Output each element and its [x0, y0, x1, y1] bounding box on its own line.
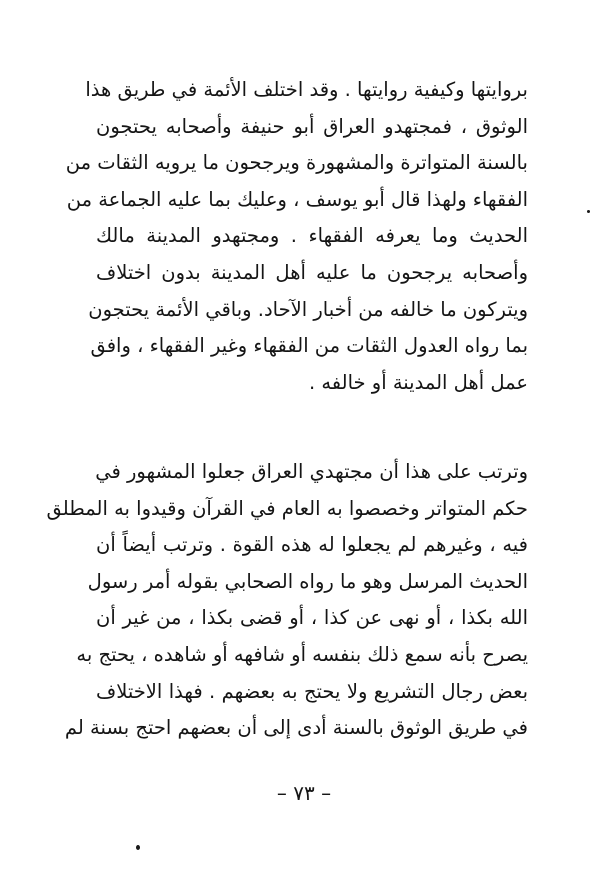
- text-line: بعض رجال التشريع ولا يحتج به بعضهم . فهذا الاختلاف: [96, 679, 528, 703]
- paragraph-1: [65, 72, 528, 401]
- margin-ink-dot: [587, 210, 590, 213]
- text-line: بما رواه العدول الثقات من الفقهاء وغير الفقهاء ، وافق: [90, 334, 528, 358]
- text-line: في طريق الوثوق بالسنة أدى إلى أن بعضهم احتج بسنة لم: [64, 716, 528, 740]
- text-line: وأصحابه يرجحون ما عليه أهل المدينة بدون اختلاف: [96, 260, 528, 284]
- text-line: الله بكذا ، أو نهى عن كذا ، أو قضى بكذا ، من غير أن: [96, 606, 528, 630]
- text-line: بالسنة المتواترة والمشهورة ويرجحون ما يرويه الثقات من: [65, 151, 528, 175]
- text-line: عمل أهل المدينة أو خالفه .: [308, 370, 528, 394]
- text-line: الحديث المرسل وهو ما رواه الصحابي بقوله أمر رسول: [87, 569, 528, 593]
- margin-ink-dot: [136, 845, 140, 850]
- page-number: – ٧٣ –: [276, 781, 332, 805]
- text-line: الحديث وما يعرفه الفقهاء . ومجتهدو المدينة مالك: [96, 224, 528, 248]
- text-line: وترتب على هذا أن مجتهدي العراق جعلوا المشهور في: [95, 460, 528, 483]
- text-line: الوثوق ، فمجتهدو العراق أبو حنيفة وأصحابه يحتجون: [96, 114, 528, 138]
- text-line: بروايتها وكيفية روايتها . وقد اختلف الأئمة في طريق هذا: [85, 78, 528, 101]
- text-line: حكم المتواتر وخصصوا به العام في القرآن وقيدوا به المطلق: [46, 496, 528, 520]
- text-line: ويتركون ما خالفه من أخبار الآحاد. وباقي الأئمة يحتجون: [88, 297, 528, 321]
- paragraph-2: [46, 454, 528, 747]
- text-line: الفقهاء ولهذا قال أبو يوسف ، وعليك بما عليه الجماعة من: [66, 187, 528, 211]
- text-line: فيه ، وغيرهم لم يجعلوا له هذه القوة . وترتب أيضاً أن: [96, 533, 528, 557]
- text-line: يصرح بأنه سمع ذلك بنفسه أو شافهه أو شاهده ، يحتج به: [76, 642, 528, 666]
